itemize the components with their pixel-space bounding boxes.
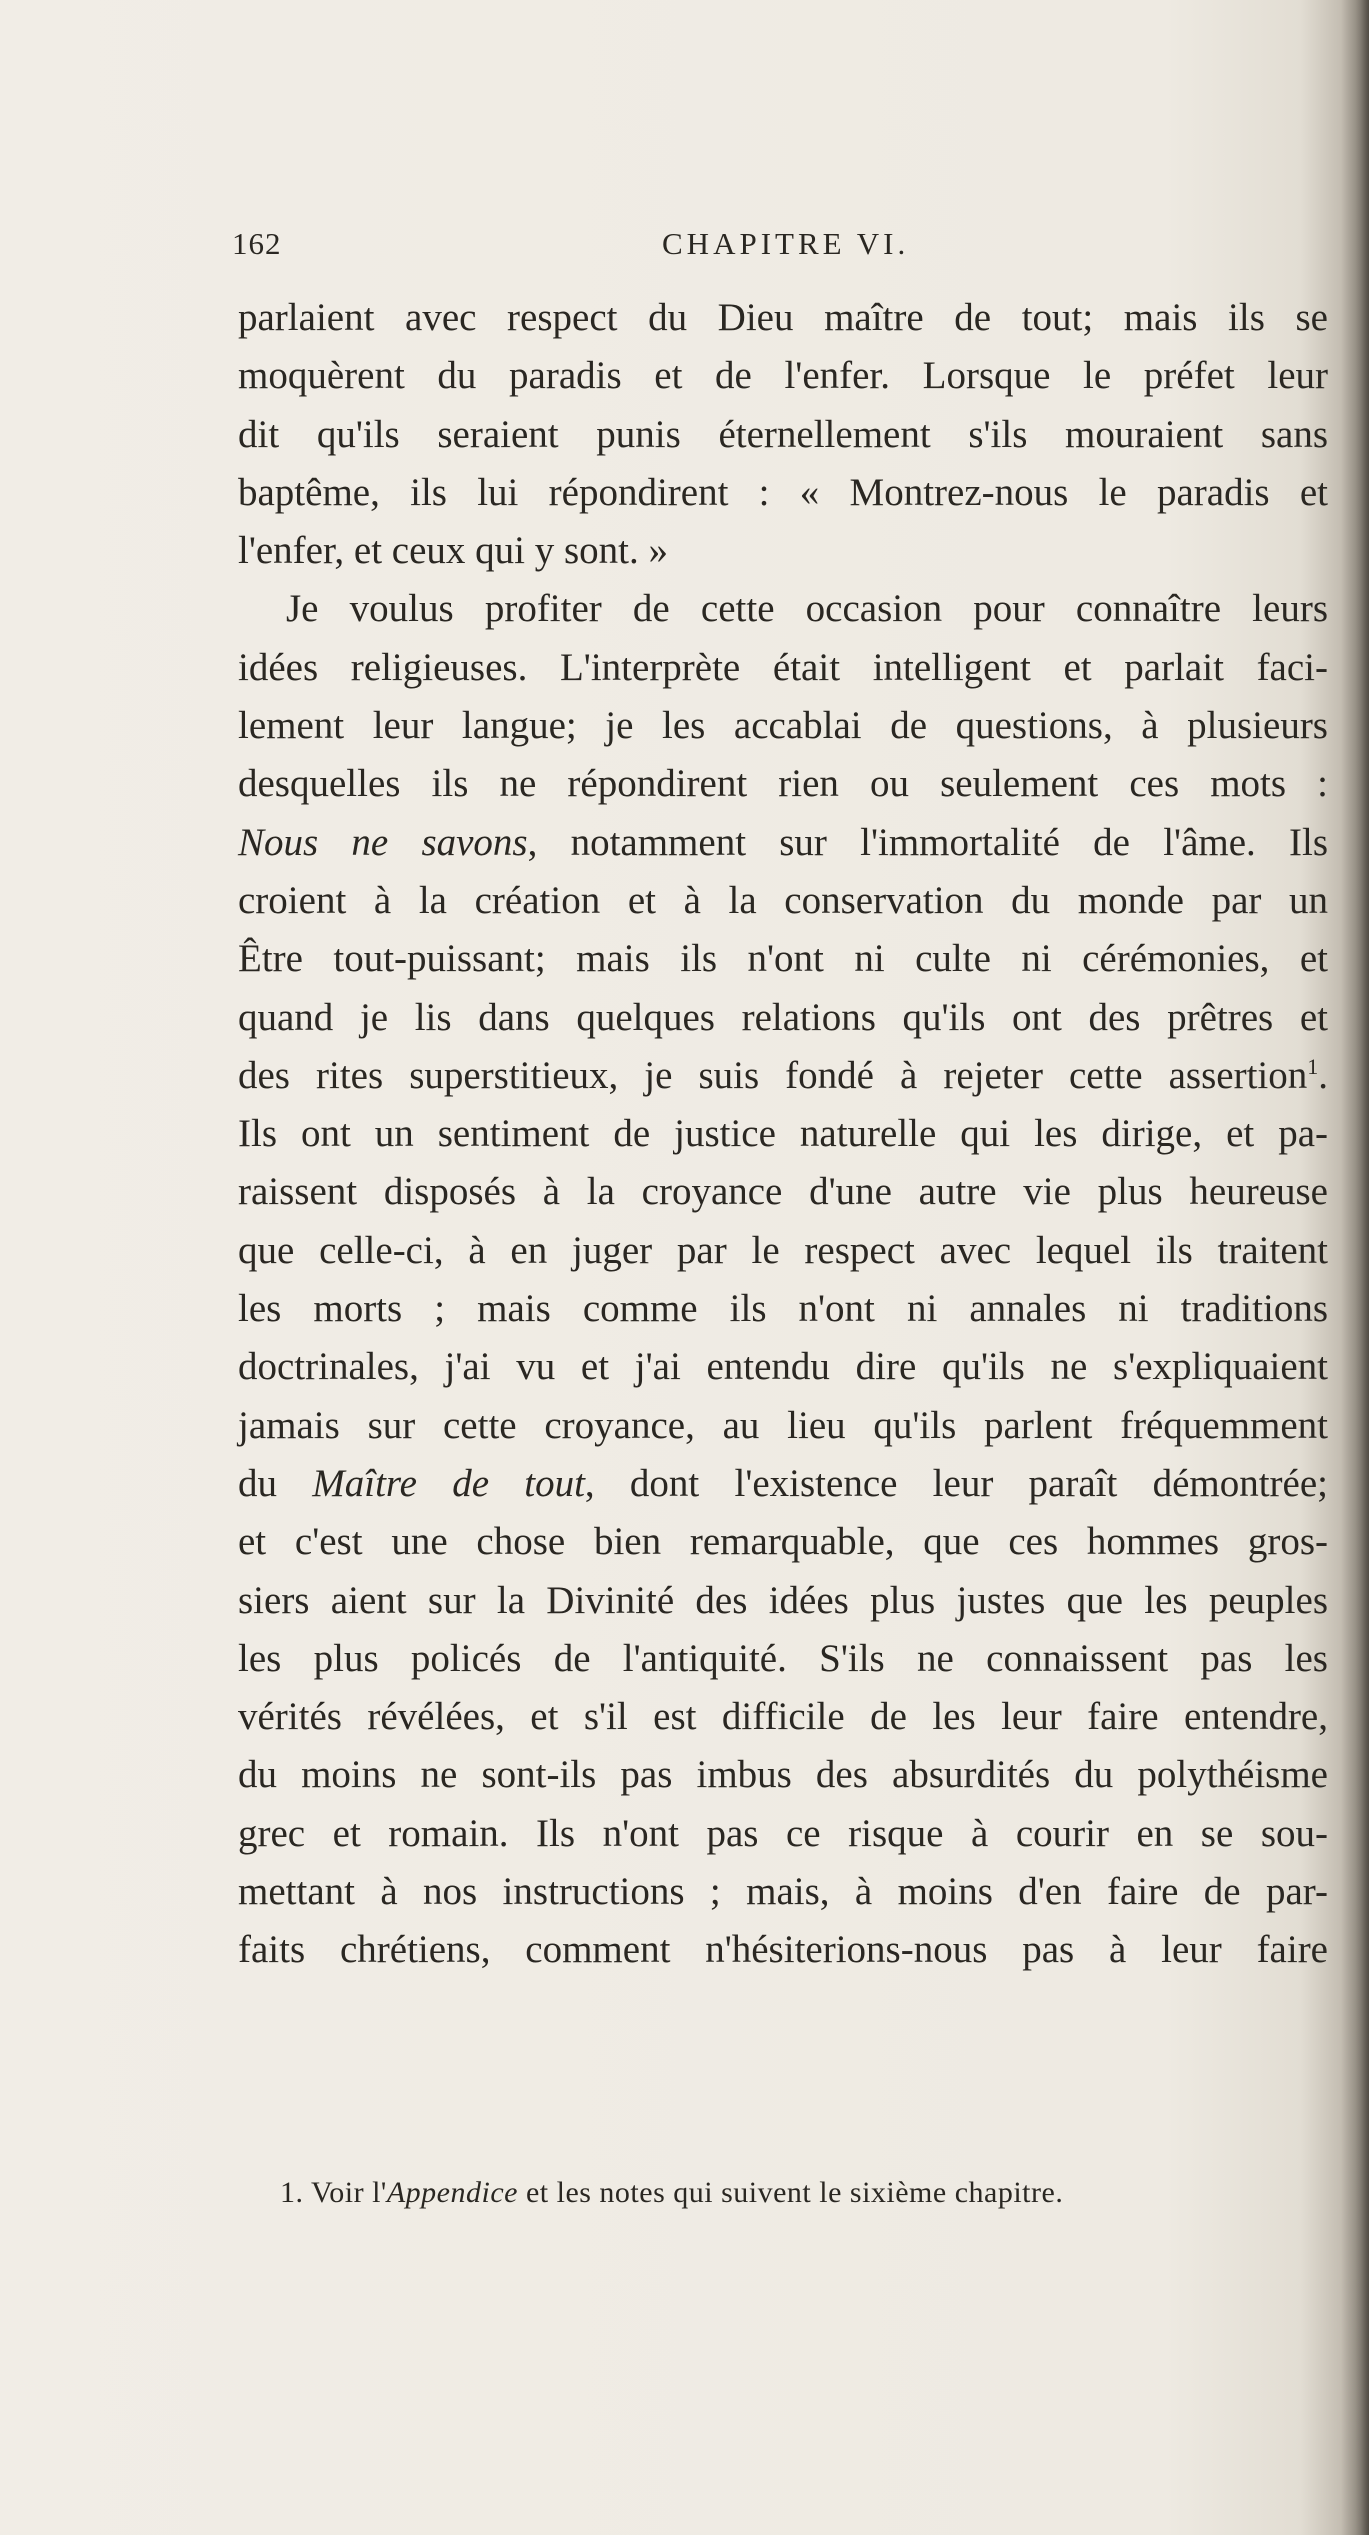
text-line [238,1047,1328,1105]
text-line: lement leur langue; je les accablai de questions, à plusieurs [238,704,1328,748]
text-line: moquèrent du paradis et de l'enfer. Lorsque le préfet leur [238,354,1328,398]
text-fragment: des rites superstitieux, je suis fondé à rejeter cette assertion [238,1053,1308,1097]
text-fragment: du [238,1461,313,1505]
text-line: du moins ne sont-ils pas imbus des absurdités du polythéisme [238,1753,1328,1797]
text-line: Être tout-puissant; mais ils n'ont ni culte ni cérémonies, et [238,937,1328,981]
text-line: Ils ont un sentiment de justice naturelle qui les dirige, et pa- [238,1112,1328,1156]
text-line: siers aient sur la Divinité des idées plus justes que les peuples [238,1578,1328,1622]
text-line: vérités révélées, et s'il est difficile de les leur faire entendre, [238,1695,1328,1739]
text-line: et c'est une chose bien remarquable, que ces hommes gros- [238,1520,1328,1564]
body-text [238,289,1328,1980]
text-line: doctrinales, j'ai vu et j'ai entendu dire qu'ils ne s'expliquaient [238,1345,1328,1389]
page-edge-shadow [1341,0,1369,2535]
text-line: que celle-ci, à en juger par le respect avec lequel ils traitent [238,1228,1328,1272]
chapter-title: CHAPITRE VI. [662,226,910,261]
footnote [280,2176,1300,2210]
text-fragment: , notamment sur l'immortalité de l'âme. Ils [527,820,1328,864]
text-line: quand je lis dans quelques relations qu'ils ont des prêtres et [238,995,1328,1039]
text-line: croient à la création et à la conservation du monde par un [238,878,1328,922]
text-fragment: , dont l'existence leur paraît démontrée; [584,1461,1329,1505]
text-line: raissent disposés à la croyance d'une autre vie plus heureuse [238,1170,1328,1214]
running-head [232,226,1332,266]
text-line [238,814,1328,872]
text-line: l'enfer, et ceux qui y sont. » [238,529,669,573]
text-line: mettant à nos instructions ; mais, à moins d'en faire de par- [238,1870,1328,1914]
italic-phrase: Appendice [386,2176,518,2209]
text-line: jamais sur cette croyance, au lieu qu'ils parlent fréquemment [238,1403,1328,1447]
text-line: faits chrétiens, comment n'hésiterions-nous pas à leur faire [238,1928,1328,1972]
text-line: desquelles ils ne répondirent rien ou seulement ces mots : [238,762,1328,806]
paragraph-start-line: Je voulus profiter de cette occasion pour connaître leurs [286,587,1328,631]
text-line: les plus policés de l'antiquité. S'ils ne connaissent pas les [238,1636,1328,1680]
italic-phrase: Maître de tout [312,1461,585,1505]
footnote-text [311,2176,1063,2209]
text-line: les morts ; mais comme ils n'ont ni annales ni traditions [238,1287,1328,1331]
text-fragment: et les notes qui suivent le sixième chapitre. [517,2176,1064,2209]
text-fragment: Voir l' [310,2176,387,2209]
text-fragment: . [1318,1053,1328,1097]
text-line: idées religieuses. L'interprète était intelligent et parlait faci- [238,645,1328,689]
text-line [238,1455,1328,1513]
page-number: 162 [232,226,282,261]
text-line: grec et romain. Ils n'ont pas ce risque à courir en se sou- [238,1811,1328,1855]
text-line: dit qu'ils seraient punis éternellement s'ils mouraient sans [238,412,1328,456]
footnote-marker: 1. [280,2176,304,2209]
text-line: baptême, ils lui répondirent : « Montrez-nous le paradis et [238,470,1328,514]
italic-phrase: Nous ne savons [238,820,528,864]
footnote-reference[interactable]: 1 [1307,1053,1319,1079]
text-line: parlaient avec respect du Dieu maître de tout; mais ils se [238,296,1328,339]
